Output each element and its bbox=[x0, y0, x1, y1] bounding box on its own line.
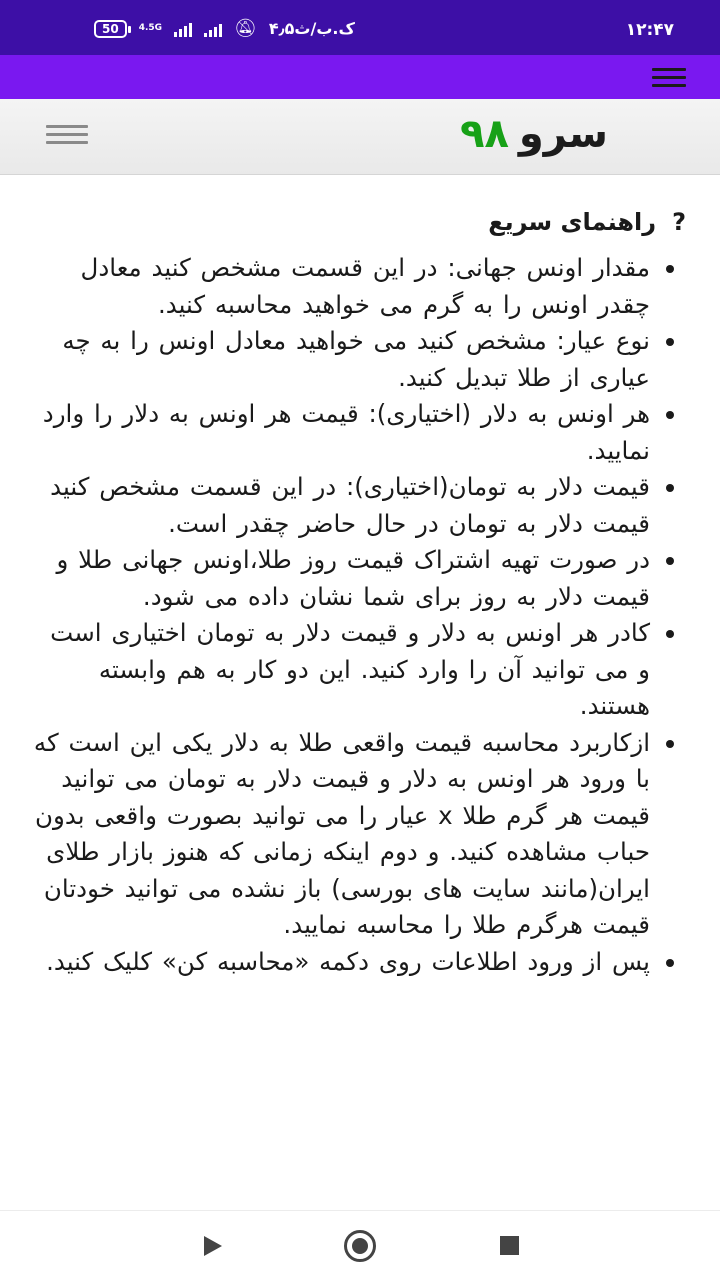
list-item: مقدار اونس جهانی: در این قسمت مشخص کنید معادل چقدر اونس را به گرم می خواهید محاسبه کنید. bbox=[32, 250, 680, 323]
logo-number: ۹۸ bbox=[460, 111, 509, 157]
site-logo[interactable] bbox=[460, 111, 608, 157]
signal-strength-icon bbox=[174, 21, 192, 37]
guide-title: راهنمای سریع bbox=[488, 208, 657, 236]
network-type-label: 4.5G bbox=[138, 23, 163, 33]
list-item: کادر هر اونس به دلار و قیمت دلار به تومان اختیاری است و می توانید آن را وارد کنید. این دو کار به هم وابسته هستند. bbox=[32, 615, 680, 725]
logo-word: سرو bbox=[518, 111, 608, 157]
app-bar bbox=[0, 55, 720, 99]
guide-heading bbox=[32, 200, 686, 244]
data-speed: ۴٫۵ک.ب/ث bbox=[268, 19, 355, 38]
list-item: در صورت تهیه اشتراک قیمت روز طلا،اونس جهانی طلا و قیمت دلار به روز برای شما نشان داده می شود. bbox=[32, 542, 680, 615]
battery-icon: 50 bbox=[94, 20, 127, 38]
status-bar bbox=[0, 0, 720, 55]
clock: ۱۲:۴۷ bbox=[625, 20, 674, 40]
list-item: نوع عیار: مشخص کنید می خواهید معادل اونس را به چه عیاری از طلا تبدیل کنید. bbox=[32, 323, 680, 396]
bell-off-icon: 🔕︎ bbox=[234, 18, 257, 39]
quick-guide bbox=[32, 200, 686, 980]
home-circle-icon[interactable] bbox=[344, 1230, 376, 1262]
signal-strength-icon-2 bbox=[204, 21, 222, 37]
list-item: ازکاربرد محاسبه قیمت واقعی طلا به دلار یکی این است که با ورود هر اونس به دلار و قیمت دلار به تومان می توانید قیمت هر گرم طلا x عیار را می توانید بصورت واقعی بدون حباب مشاهده کنید. و دوم اینکه زمانی که هنوز بازار طلای ایران(مانند سایت های بورسی) باز نشده می توانید خودتان قیمت هرگرم طلا را محاسبه نمایید. bbox=[32, 725, 680, 944]
site-menu-hamburger-icon[interactable] bbox=[46, 125, 88, 144]
system-nav-bar bbox=[0, 1210, 720, 1281]
guide-list bbox=[32, 250, 680, 980]
list-item: هر اونس به دلار (اختیاری): قیمت هر اونس به دلار را وارد نمایید. bbox=[32, 396, 680, 469]
question-icon: ? bbox=[672, 208, 686, 236]
status-icons bbox=[94, 18, 355, 39]
recents-square-icon[interactable] bbox=[500, 1236, 519, 1255]
site-header bbox=[0, 99, 720, 175]
hamburger-icon[interactable] bbox=[652, 68, 686, 87]
list-item: قیمت دلار به تومان(اختیاری): در این قسمت مشخص کنید قیمت دلار به تومان در حال حاضر چقدر است. bbox=[32, 469, 680, 542]
back-triangle-icon[interactable] bbox=[204, 1236, 222, 1256]
list-item: پس از ورود اطلاعات روی دکمه «محاسبه کن» کلیک کنید. bbox=[32, 944, 680, 981]
